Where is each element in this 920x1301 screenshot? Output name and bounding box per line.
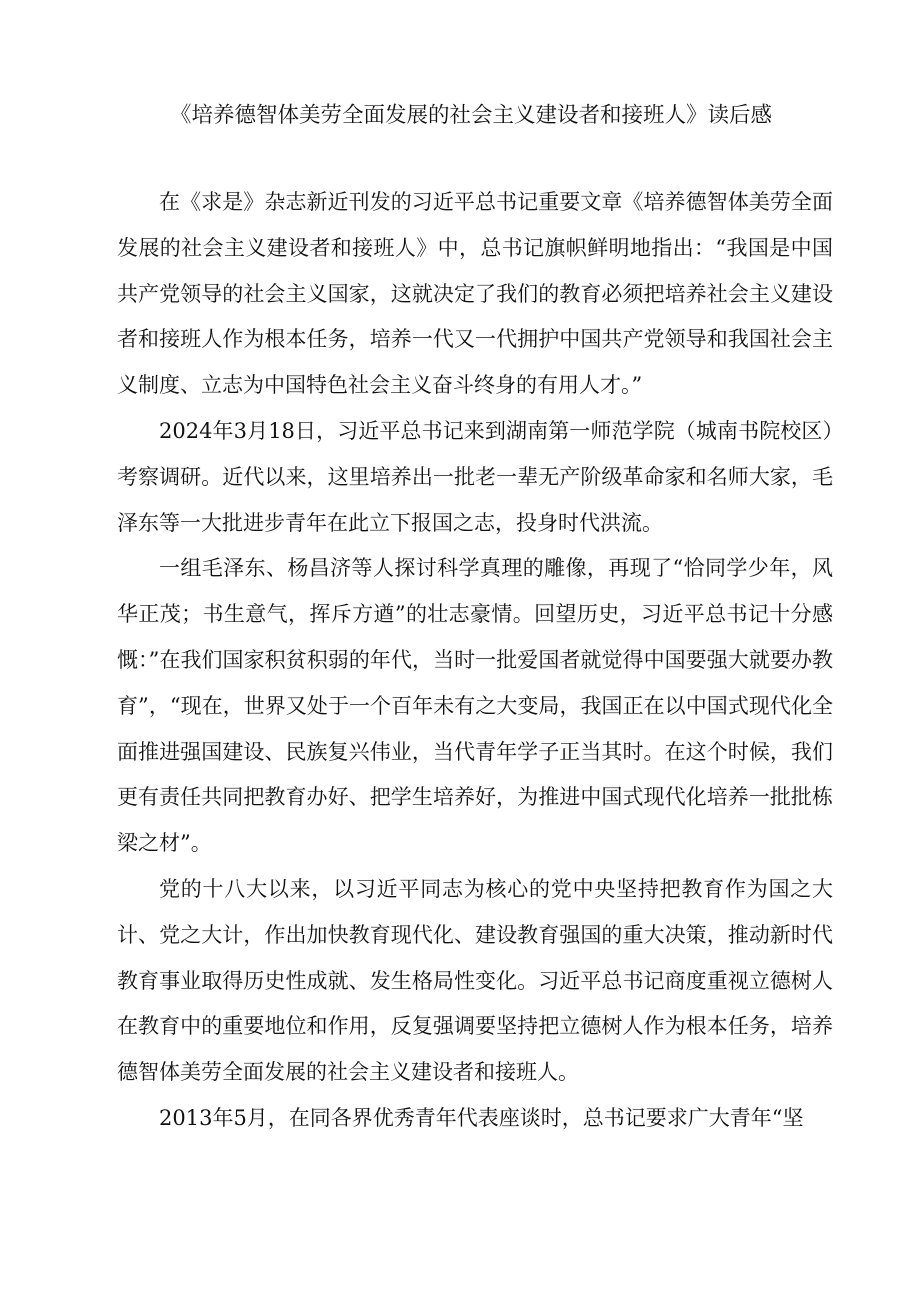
document-title: 《培养德智体美劳全面发展的社会主义建设者和接班人》读后感 xyxy=(170,103,773,128)
document-body xyxy=(117,180,833,1142)
paragraph-policy: 党的十八大以来，以习近平同志为核心的党中央坚持把教育作为国之大计、党之大计，作出加快教育现代化、建设教育强国的重大决策，推动新时代教育事业取得历史性成就、发生格局性变化。习近平总书记商度重视立德树人在教育中的重要地位和作用，反复强调要坚持把立德树人作为根本任务，培养德智体美劳全面发展的社会主义建设者和接班人。 xyxy=(117,876,833,1085)
paragraph-statue: 一组毛泽东、杨昌济等人探讨科学真理的雕像，再现了“恰同学少年，风华正茂；书生意气，挥斥方遒”的壮志豪情。回望历史，习近平总书记十分感慨：”在我们国家积贫积弱的年代，当时一批爱国者就觉得中国要强大就要办教育”，“现在，世界又处于一个百年未有之大变局，我国正在以中国式现代化全面推进强国建设、民族复兴伟业，当代青年学子正当其时。在这个时候，我们更有责任共同把教育办好、把学生培养好，为推进中国式现代化培养一批批栋梁之材”。 xyxy=(117,556,833,856)
paragraph-2013: 2013年5月，在同各界优秀青年代表座谈时，总书记要求广大青年“坚 xyxy=(159,1105,804,1130)
paragraph-intro: 在《求是》杂志新近刊发的习近平总书记重要文章《培养德智体美劳全面发展的社会主义建设者和接班人》中，总书记旗帜鲜明地指出：“我国是中国共产党领导的社会主义国家，这就决定了我们的教育必须把培养社会主义建设者和接班人作为根本任务，培养一代又一代拥护中国共产党领导和我国社会主义制度、立志为中国特色社会主义奋斗终身的有用人才。” xyxy=(117,190,833,398)
paragraph-visit: 2024年3月18日，习近平总书记来到湖南第一师范学院（城南书院校区）考察调研。近代以来，这里培养出一批老一辈无产阶级革命家和名师大家，毛泽东等一大批进步青年在此立下报国之志，投身时代洪流。 xyxy=(117,418,833,535)
